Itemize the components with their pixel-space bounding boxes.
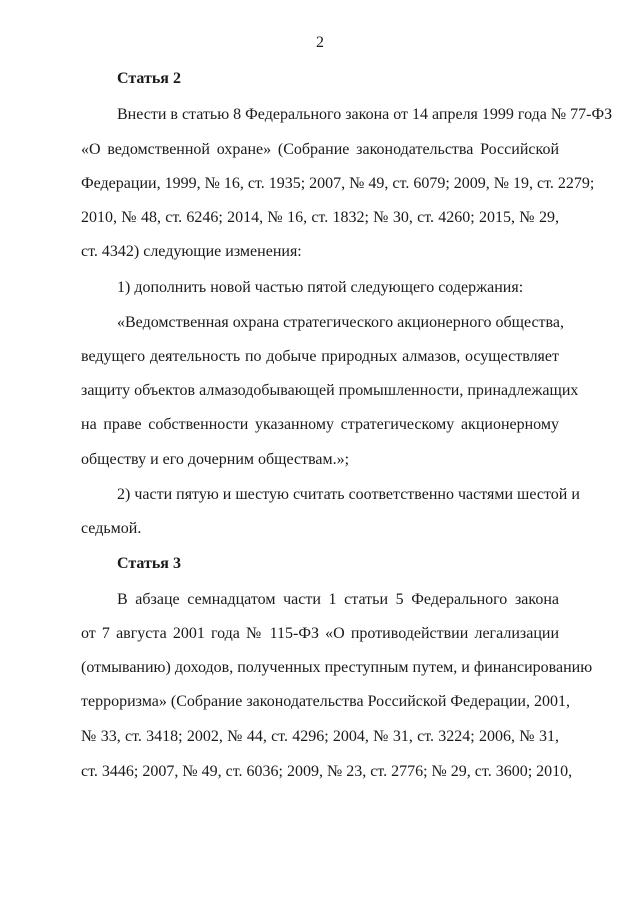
article-2-quote-line: ведущего деятельность по добыче природных алмазов, осуществляет (81, 348, 559, 365)
article-3-line: ст. 3446; 2007, № 49, ст. 6036; 2009, № 23, ст. 2776; № 29, ст. 3600; 2010, (81, 763, 573, 780)
article-3-line: от 7 августа 2001 года № 115-ФЗ «О противодействии легализации (81, 625, 559, 642)
article-3-line: терроризма» (Собрание законодательства Российской Федерации, 2001, (81, 693, 570, 710)
article-2-line: ст. 4342) следующие изменения: (81, 243, 302, 260)
page-number: 2 (316, 34, 324, 51)
article-3-line: В абзаце семнадцатом части 1 статьи 5 Федерального закона (117, 591, 559, 608)
article-2-quote-line: обществу и его дочерним обществам.»; (81, 451, 350, 468)
article-2-line: Федерации, 1999, № 16, ст. 1935; 2007, № 49, ст. 6079; 2009, № 19, ст. 2279; (81, 175, 595, 192)
article-2-item-2: седьмой. (81, 520, 142, 537)
article-2-quote-line: «Ведомственная охрана стратегического акционерного общества, (117, 314, 564, 331)
article-2-quote-line: защиту объектов алмазодобывающей промышленности, принадлежащих (81, 382, 579, 399)
article-3-line: (отмыванию) доходов, полученных преступным путем, и финансированию (81, 659, 593, 676)
article-3-heading: Статья 3 (117, 555, 181, 572)
article-2-line: «О ведомственной охране» (Собрание законодательства Российской (81, 141, 559, 158)
article-2-quote-line: на праве собственности указанному стратегическому акционерному (81, 416, 559, 433)
article-2-heading: Статья 2 (117, 70, 181, 87)
article-2-item-1: 1) дополнить новой частью пятой следующего содержания: (117, 279, 524, 296)
article-3-line: № 33, ст. 3418; 2002, № 44, ст. 4296; 2004, № 31, ст. 3224; 2006, № 31, (81, 728, 559, 745)
article-2-line: Внести в статью 8 Федерального закона от 14 апреля 1999 года № 77-ФЗ (117, 106, 613, 123)
article-2-line: 2010, № 48, ст. 6246; 2014, № 16, ст. 1832; № 30, ст. 4260; 2015, № 29, (81, 209, 559, 226)
article-2-item-2: 2) части пятую и шестую считать соответственно частями шестой и (117, 486, 580, 503)
